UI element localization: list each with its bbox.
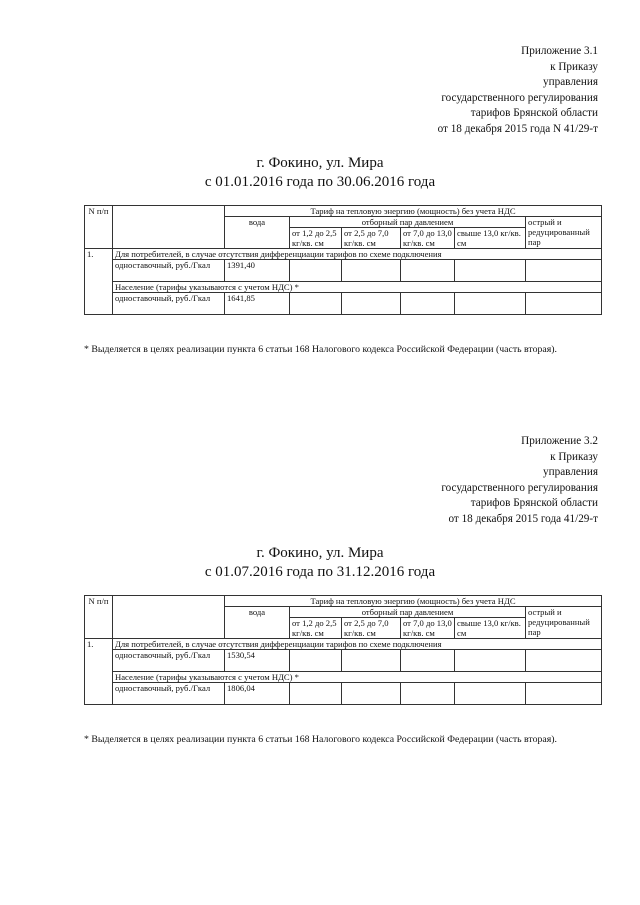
appendix-line: государственного регулирования bbox=[441, 91, 598, 104]
appendix-header bbox=[438, 44, 598, 137]
sharp-steam-header: острый и редуцированный пар bbox=[526, 217, 602, 249]
row-number: 1. bbox=[85, 249, 113, 315]
table-cell bbox=[401, 683, 455, 705]
water-header: вода bbox=[225, 217, 290, 249]
tariff-header: Тариф на тепловую энергию (мощность) без учета НДС bbox=[225, 596, 602, 607]
steam-col-header: от 2,5 до 7,0 кг/кв. см bbox=[342, 618, 401, 639]
table-cell bbox=[401, 293, 455, 315]
period-title: с 01.01.2016 года по 30.06.2016 года bbox=[204, 174, 436, 190]
table-cell bbox=[290, 650, 342, 672]
appendix-line: от 18 декабря 2015 года N 41/29-т bbox=[437, 122, 598, 135]
rate-label: одноставочный, руб./Гкал bbox=[113, 650, 225, 672]
steam-col-header: свыше 13,0 кг/кв. см bbox=[455, 228, 526, 249]
appendix-line: государственного регулирования bbox=[441, 481, 598, 494]
table-cell bbox=[290, 293, 342, 315]
water-header: вода bbox=[225, 607, 290, 639]
table-cell bbox=[342, 683, 401, 705]
appendix-line: от 18 декабря 2015 года 41/29-т bbox=[448, 512, 598, 525]
table-cell bbox=[455, 650, 526, 672]
rate-label: одноставочный, руб./Гкал bbox=[113, 260, 225, 282]
footnote: * Выделяется в целях реализации пункта 6 статьи 168 Налогового кодекса Российской Федерации (часть вторая). bbox=[84, 344, 557, 355]
rate-label: одноставочный, руб./Гкал bbox=[113, 293, 225, 315]
col-empty-header bbox=[113, 206, 225, 249]
table-cell bbox=[401, 650, 455, 672]
group-population: Население (тарифы указываются с учетом НДС) * bbox=[113, 672, 602, 683]
table-cell bbox=[455, 260, 526, 282]
period-title: с 01.07.2016 года по 31.12.2016 года bbox=[204, 564, 436, 580]
appendix-header bbox=[441, 434, 598, 527]
appendix-line: Приложение 3.2 bbox=[521, 435, 598, 447]
table-cell bbox=[290, 260, 342, 282]
appendix-line: управления bbox=[543, 466, 598, 478]
row-number: 1. bbox=[85, 639, 113, 705]
rate-water-value: 1806,04 bbox=[225, 683, 290, 705]
tariff-header: Тариф на тепловую энергию (мощность) без учета НДС bbox=[225, 206, 602, 217]
rate-water-value: 1391,40 bbox=[225, 260, 290, 282]
steam-col-header: от 7,0 до 13,0 кг/кв. см bbox=[401, 228, 455, 249]
appendix-line: тарифов Брянской области bbox=[470, 497, 598, 509]
appendix-line: тарифов Брянской области bbox=[470, 107, 598, 119]
group-consumers: Для потребителей, в случае отсутствия дифференциации тарифов по схеме подключения bbox=[113, 639, 602, 650]
steam-col-header: от 1,2 до 2,5 кг/кв. см bbox=[290, 618, 342, 639]
rate-label: одноставочный, руб./Гкал bbox=[113, 683, 225, 705]
table-cell bbox=[401, 260, 455, 282]
rate-water-value: 1641,85 bbox=[225, 293, 290, 315]
tariff-table bbox=[84, 595, 602, 705]
steam-col-header: свыше 13,0 кг/кв. см bbox=[455, 618, 526, 639]
col-number-header: N п/п bbox=[85, 206, 113, 249]
col-number-header: N п/п bbox=[85, 596, 113, 639]
table-cell bbox=[342, 293, 401, 315]
appendix-line: Приложение 3.1 bbox=[521, 45, 598, 57]
steam-header: отборный пар давлением bbox=[290, 607, 526, 618]
steam-header: отборный пар давлением bbox=[290, 217, 526, 228]
table-cell bbox=[526, 293, 602, 315]
table-cell bbox=[342, 260, 401, 282]
appendix-line: к Приказу bbox=[550, 450, 598, 463]
tariff-table bbox=[84, 205, 602, 315]
group-population: Население (тарифы указываются с учетом НДС) * bbox=[113, 282, 602, 293]
rate-water-value: 1530,54 bbox=[225, 650, 290, 672]
table-cell bbox=[526, 650, 602, 672]
table-cell bbox=[526, 683, 602, 705]
col-empty-header bbox=[113, 596, 225, 639]
place-title: г. Фокино, ул. Мира bbox=[256, 155, 384, 171]
sharp-steam-header: острый и редуцированный пар bbox=[526, 607, 602, 639]
appendix-line: к Приказу bbox=[550, 60, 598, 73]
table-cell bbox=[342, 650, 401, 672]
steam-col-header: от 7,0 до 13,0 кг/кв. см bbox=[401, 618, 455, 639]
table-cell bbox=[455, 683, 526, 705]
steam-col-header: от 2,5 до 7,0 кг/кв. см bbox=[342, 228, 401, 249]
table-cell bbox=[455, 293, 526, 315]
place-title: г. Фокино, ул. Мира bbox=[256, 545, 384, 561]
table-cell bbox=[526, 260, 602, 282]
group-consumers: Для потребителей, в случае отсутствия дифференциации тарифов по схеме подключения bbox=[113, 249, 602, 260]
steam-col-header: от 1,2 до 2,5 кг/кв. см bbox=[290, 228, 342, 249]
table-cell bbox=[290, 683, 342, 705]
appendix-line: управления bbox=[543, 76, 598, 88]
footnote: * Выделяется в целях реализации пункта 6 статьи 168 Налогового кодекса Российской Федерации (часть вторая). bbox=[84, 734, 557, 745]
